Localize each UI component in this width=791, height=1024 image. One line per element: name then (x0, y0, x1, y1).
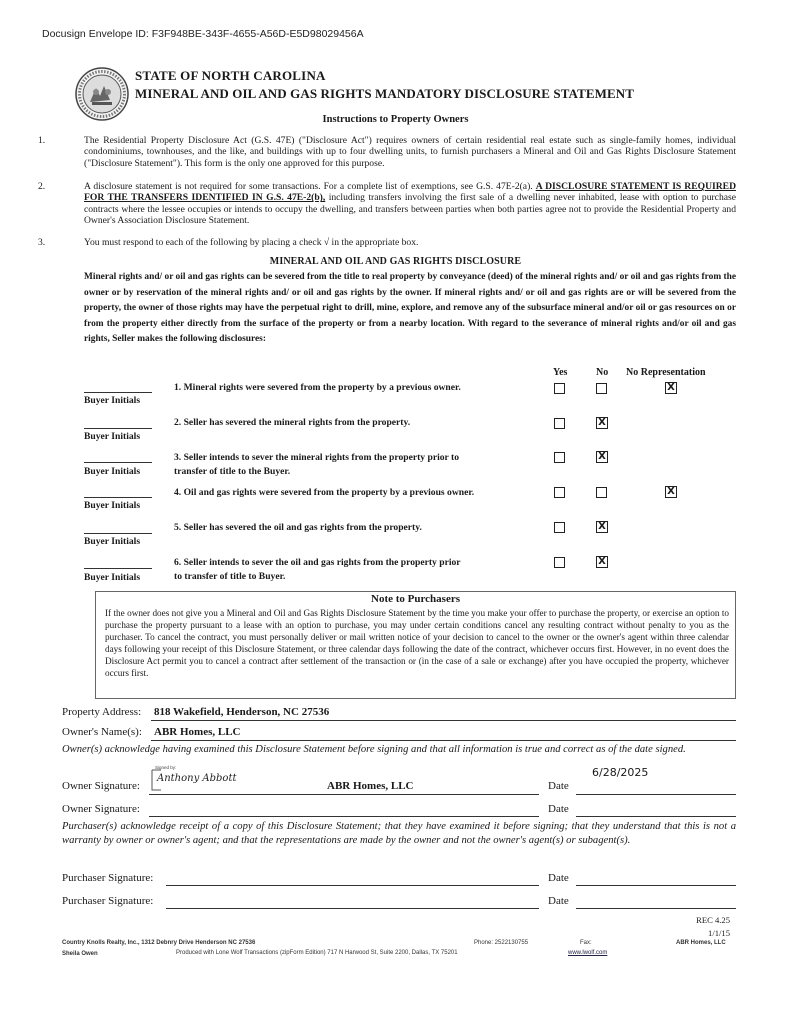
signed-by-tag: Signed by: (155, 765, 177, 770)
disclosure-title: MINERAL AND OIL AND GAS RIGHTS DISCLOSURE (269, 256, 522, 267)
owner-signature-line-2[interactable] (149, 816, 539, 817)
disclosure-paragraph: Mineral rights and/ or oil and gas rights can be severed from the title to real property by conveyance (deed) of the mineral rights and/ or oil and gas rights from the owner or by reservation of the mineral rights and/ or oil and gas rights by the owner. If mineral rights and/ or oil and gas rights are or will be severed from the property, the owner of those rights may have the perpetual right to drill, mine, explore, and remove any of the subsurface mineral and/or oil or gas resources on or from the property either directly from the surface of the property or from a nearby location. With regard to the severance of mineral rights and/or oil and gas rights, Seller makes the following disclosures: (84, 272, 736, 345)
question-1: 1. Mineral rights were severed from the property by a previous owner. (174, 382, 461, 393)
envelope-id: Docusign Envelope ID: F3F948BE-343F-4655-A56D-E5D98029456A (42, 28, 364, 40)
property-address-value[interactable]: 818 Wakefield, Henderson, NC 27536 (154, 706, 330, 718)
owner-names-label: Owner's Name(s): (62, 726, 142, 738)
footer-fax: Fax: (580, 940, 592, 946)
owner-signature-label-2: Owner Signature: (62, 803, 140, 815)
rec-date: 1/1/15 (708, 928, 730, 938)
owner-date-label-2: Date (548, 803, 569, 815)
purchaser-signature-label-2: Purchaser Signature: (62, 895, 154, 907)
buyer-initials-line-2[interactable] (84, 428, 152, 429)
note-title: Note to Purchasers (371, 593, 460, 605)
footer-website-link[interactable]: www.lwolf.com (568, 950, 608, 956)
checkbox-yes-4[interactable] (554, 487, 565, 498)
owner-signature-label-1: Owner Signature: (62, 780, 140, 792)
owner-signature-1: Anthony Abbott (157, 773, 237, 784)
purchaser-date-line-1[interactable] (576, 885, 736, 886)
checkbox-no-4[interactable] (596, 487, 607, 498)
property-address-line (151, 720, 736, 721)
owner-name-1: ABR Homes, LLC (327, 780, 414, 792)
owner-date-line-1 (576, 794, 736, 795)
property-address-label: Property Address: (62, 706, 142, 718)
checkbox-yes-2[interactable] (554, 418, 565, 429)
buyer-initials-label-4: Buyer Initials (84, 500, 141, 511)
buyer-initials-label-3: Buyer Initials (84, 466, 141, 477)
docusign-signature-box[interactable] (149, 765, 264, 792)
owner-signature-line-1 (149, 794, 539, 795)
owner-date-line-2[interactable] (576, 816, 736, 817)
question-5: 5. Seller has severed the oil and gas rights from the property. (174, 522, 422, 533)
buyer-initials-line-4[interactable] (84, 497, 152, 498)
question-2: 2. Seller has severed the mineral rights from the property. (174, 417, 411, 428)
column-no-representation: No Representation (626, 367, 706, 378)
checkbox-no-2[interactable]: X (596, 417, 608, 429)
buyer-initials-label-5: Buyer Initials (84, 536, 141, 547)
instruction-number-2: 2. (38, 181, 46, 192)
purchaser-signature-label-1: Purchaser Signature: (62, 872, 154, 884)
footer-brokerage: Country Knolls Realty, Inc., 1312 Debnry Drive Henderson NC 27536 (62, 940, 256, 946)
buyer-initials-label-2: Buyer Initials (84, 431, 141, 442)
instruction-item-2-text: A disclosure statement is not required for some transactions. For a complete list of exemptions, see G.S. 47E-2(a). (84, 181, 536, 192)
checkbox-norep-1[interactable]: X (665, 382, 677, 394)
rec-code: REC 4.25 (696, 915, 730, 925)
purchaser-date-label-2: Date (548, 895, 569, 907)
checkbox-no-6[interactable]: X (596, 556, 608, 568)
question-6-line-1: 6. Seller intends to sever the oil and gas rights from the property prior (174, 557, 461, 568)
column-yes: Yes (553, 367, 568, 378)
owner-date-label-1: Date (548, 780, 569, 792)
instruction-number-1: 1. (38, 135, 46, 146)
checkbox-no-5[interactable]: X (596, 521, 608, 533)
buyer-initials-label-1: Buyer Initials (84, 395, 141, 406)
question-3-line-2: transfer of title to the Buyer. (174, 466, 291, 477)
purchaser-date-line-2[interactable] (576, 908, 736, 909)
buyer-initials-line-1[interactable] (84, 392, 152, 393)
instruction-item-3: You must respond to each of the following by placing a check √ in the appropriate box. (84, 237, 419, 248)
purchaser-signature-line-2[interactable] (166, 908, 539, 909)
instruction-item-2-rest: including transfers involving the first sale of a dwelling never inhabited, lease with option to purchase contracts where the lessee occupies or intends to occupy the dwelling, and transfers between parties when both parties agree not to provide the Residential Property and Owner's Association Disclosure Statement. (84, 192, 736, 227)
owner-date-1[interactable]: 6/28/2025 (592, 766, 649, 779)
footer-agent: Sheila Owen (62, 951, 98, 957)
owner-acknowledgement: Owner(s) acknowledge having examined this Disclosure Statement before signing and that all information is true and correct as of the date signed. (62, 744, 686, 755)
checkbox-yes-3[interactable] (554, 452, 565, 463)
question-6-line-2: to transfer of title to Buyer. (174, 571, 286, 582)
purchaser-date-label-1: Date (548, 872, 569, 884)
purchaser-acknowledgement: Purchaser(s) acknowledge receipt of a copy of this Disclosure Statement; that they have examined it before signing; that they understand that this is not a warranty by owner or owner's agent; and that the representations are made by the owner and not the owner's agent(s) or subagent(s). (62, 821, 736, 846)
checkbox-norep-4[interactable]: X (665, 486, 677, 498)
buyer-initials-label-6: Buyer Initials (84, 572, 141, 583)
buyer-initials-line-3[interactable] (84, 462, 152, 463)
checkbox-yes-6[interactable] (554, 557, 565, 568)
buyer-initials-line-5[interactable] (84, 533, 152, 534)
purchaser-signature-line-1[interactable] (166, 885, 539, 886)
header-state: STATE OF NORTH CAROLINA (135, 68, 326, 83)
column-no: No (596, 367, 609, 378)
owner-names-value[interactable]: ABR Homes, LLC (154, 726, 241, 738)
footer-phone: Phone: 2522130755 (474, 940, 529, 946)
question-4: 4. Oil and gas rights were severed from the property by a previous owner. (174, 487, 475, 498)
buyer-initials-line-6[interactable] (84, 568, 152, 569)
checkbox-yes-1[interactable] (554, 383, 565, 394)
checkbox-no-3[interactable]: X (596, 451, 608, 463)
checkbox-no-1[interactable] (596, 383, 607, 394)
note-body: If the owner does not give you a Mineral and Oil and Gas Rights Disclosure Statement by the time you make your offer to purchase the property, or exercise an option to purchase the property pursuant to a lease with an option to purchase, you may under certain conditions cancel any resulting contract without penalty to you as the purchaser. To cancel the contract, you must personally deliver or mail written notice of your decision to cancel to the owner or the owner's agent within three calendar days following your receipt of this Disclosure Statement, or three calendar days following the date of the contract, whichever occurs first. However, in no event does the Disclosure Act permit you to cancel a contract after settlement of the transaction or (in the case of a sale or exchange) after you have occupied the property, whichever occurs first. (105, 608, 729, 679)
header-form-title: MINERAL AND OIL AND GAS RIGHTS MANDATORY DISCLOSURE STATEMENT (135, 86, 635, 101)
instruction-item-2 (84, 181, 736, 227)
footer-company: ABR Homes, LLC (676, 940, 726, 946)
question-3-line-1: 3. Seller intends to sever the mineral rights from the property prior to (174, 452, 460, 463)
owner-names-line (151, 740, 736, 741)
checkbox-yes-5[interactable] (554, 522, 565, 533)
instruction-item-2-emphasis: A DISCLOSURE STATEMENT IS REQUIRED FOR THE TRANSFERS IDENTIFIED IN G.S. 47E-2(b), (84, 181, 736, 204)
footer-produced-by: Produced with Lone Wolf Transactions (zipForm Edition) 717 N Harwood St, Suite 2200, Dallas, TX 75201 (176, 950, 458, 956)
instructions-title: Instructions to Property Owners (322, 114, 469, 125)
instruction-number-3: 3. (38, 237, 46, 248)
instruction-item-1: The Residential Property Disclosure Act (G.S. 47E) ("Disclosure Act") requires owners of certain residential real estate such as single-family homes, individual condominiums, townhouses, and the like, and buildings with up to four dwelling units, to furnish purchasers a Mineral and Oil and Gas Rights Disclosure Statement ("Disclosure Statement"). This form is the only one approved for this purpose. (84, 135, 736, 169)
